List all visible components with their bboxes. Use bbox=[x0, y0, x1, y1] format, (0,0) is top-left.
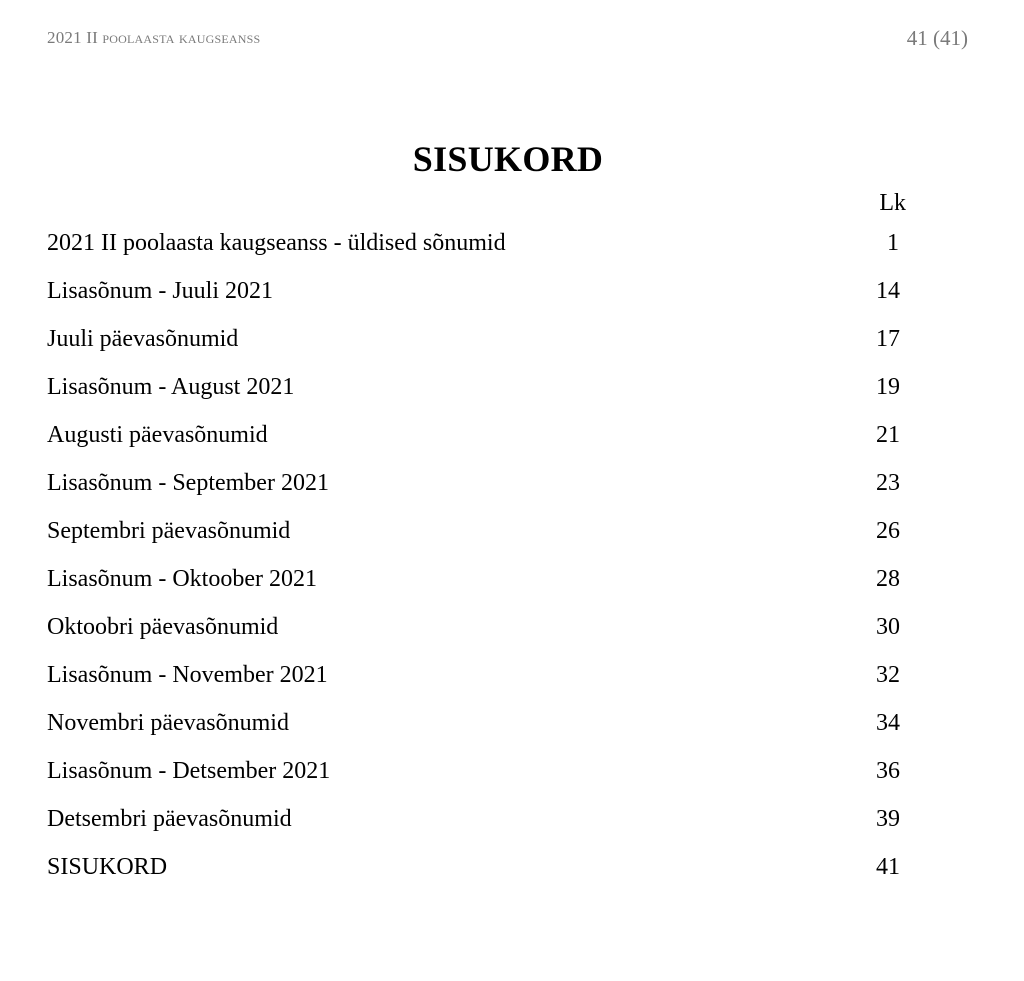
toc-entry-page: 26 bbox=[876, 518, 900, 544]
toc-entry-page: 28 bbox=[876, 566, 900, 592]
toc-entry-label: Novembri päevasõnumid bbox=[47, 710, 289, 736]
toc-entry-label: Septembri päevasõnumid bbox=[47, 518, 291, 544]
toc-entry-page: 23 bbox=[876, 470, 900, 496]
toc-entry-page: 19 bbox=[876, 374, 900, 400]
toc-entry-label: Juuli päevasõnumid bbox=[47, 326, 239, 352]
toc-entry-page: 1 bbox=[887, 230, 899, 256]
page-counter: 41 (41) bbox=[906, 26, 968, 50]
toc-entry-label: Lisasõnum - Juuli 2021 bbox=[47, 278, 273, 304]
toc-entry[interactable] bbox=[47, 418, 900, 466]
toc-entry[interactable] bbox=[47, 274, 900, 322]
toc-entry[interactable] bbox=[47, 226, 900, 274]
toc-entry-page: 14 bbox=[876, 278, 900, 304]
toc-entry-page: 36 bbox=[876, 758, 900, 784]
toc-entry-label: SISUKORD bbox=[47, 854, 168, 880]
toc-entry-page: 17 bbox=[876, 326, 900, 352]
toc-entry-label: Lisasõnum - Oktoober 2021 bbox=[47, 566, 317, 592]
toc-entry[interactable] bbox=[47, 802, 900, 850]
toc-entry-page: 32 bbox=[876, 662, 900, 688]
toc-list bbox=[47, 226, 900, 898]
toc-entry[interactable] bbox=[47, 754, 900, 802]
toc-entry[interactable] bbox=[47, 466, 900, 514]
toc-entry[interactable] bbox=[47, 514, 900, 562]
toc-title: SISUKORD bbox=[412, 139, 604, 179]
toc-entry-label: Oktoobri päevasõnumid bbox=[47, 614, 279, 640]
toc-entry-page: 30 bbox=[876, 614, 900, 640]
toc-entry-page: 34 bbox=[876, 710, 900, 736]
toc-entry-label: Lisasõnum - August 2021 bbox=[47, 374, 295, 400]
toc-entry-label: Lisasõnum - September 2021 bbox=[47, 470, 329, 496]
toc-entry[interactable] bbox=[47, 850, 900, 898]
page-column-header: Lk bbox=[879, 190, 906, 216]
toc-entry-label: Lisasõnum - Detsember 2021 bbox=[47, 758, 331, 784]
toc-entry-page: 41 bbox=[876, 854, 900, 880]
toc-entry-label: Lisasõnum - November 2021 bbox=[47, 662, 328, 688]
toc-entry[interactable] bbox=[47, 370, 900, 418]
toc-entry[interactable] bbox=[47, 610, 900, 658]
running-header-title: 2021 II poolaasta kaugseanss bbox=[47, 28, 261, 47]
toc-entry[interactable] bbox=[47, 706, 900, 754]
toc-entry-page: 21 bbox=[876, 422, 900, 448]
toc-entry-label: 2021 II poolaasta kaugseanss - üldised sõnumid bbox=[47, 230, 506, 256]
toc-entry-label: Augusti päevasõnumid bbox=[47, 422, 268, 448]
toc-entry[interactable] bbox=[47, 322, 900, 370]
toc-entry-page: 39 bbox=[876, 806, 900, 832]
toc-entry[interactable] bbox=[47, 562, 900, 610]
toc-entry-label: Detsembri päevasõnumid bbox=[47, 806, 292, 832]
toc-entry[interactable] bbox=[47, 658, 900, 706]
